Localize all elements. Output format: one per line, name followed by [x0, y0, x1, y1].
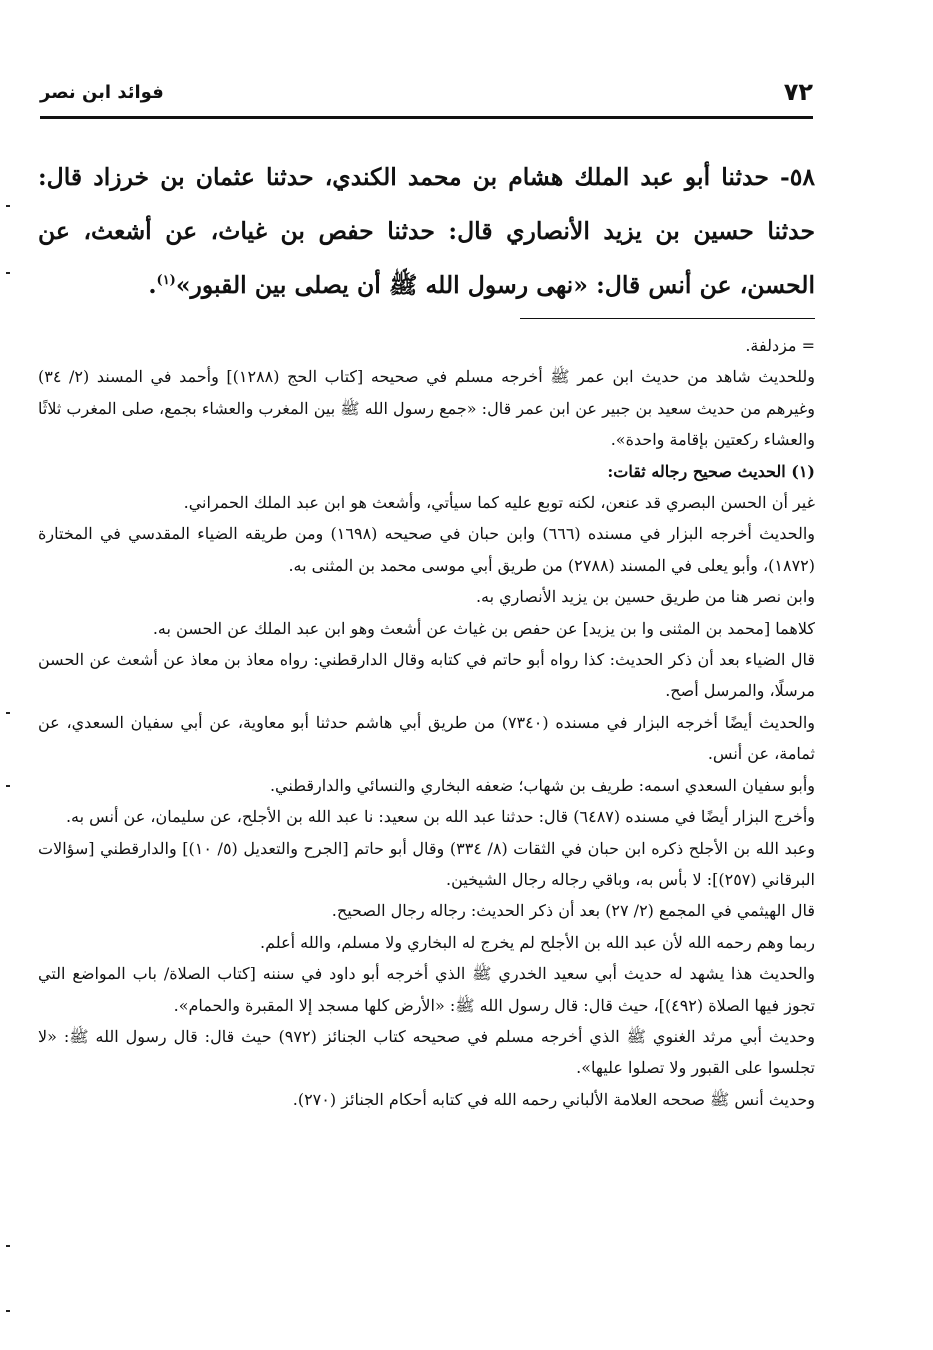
footnote-paragraph: ربما وهم رحمه الله لأن عبد الله بن الأجلح لم يخرج له البخاري ولا مسلم، والله أعلم. [260, 932, 815, 952]
footnote-paragraph: والحديث أيضًا أخرجه البزار في مسنده (٧٣٤٠) من طريق أبي هاشم حدثنا أبو معاوية، عن أبي سفيان السعدي، عن ثمامة، عن أنس. [38, 712, 816, 764]
scan-margin-mark [6, 272, 10, 274]
page-header [40, 72, 813, 112]
footnote-paragraph: والحديث أخرجه البزار في مسنده (٦٦٦) وابن حبان في صحيحه (١٦٩٨) ومن طريقه الضياء المقدسي في المختارة (١٨٧٢)، وأبو يعلى في المسند (٢٧٨٨) من طريق أبي موسى محمد بن المثنى به. [38, 524, 816, 575]
header-rule [40, 116, 813, 119]
scan-margin-mark [6, 712, 10, 714]
footnote-paragraph: وابن نصر هنا من طريق حسين بن يزيد الأنصاري به. [475, 587, 815, 607]
footnote-paragraph: وللحديث شاهد من حديث ابن عمر ﷺ أخرجه مسلم في صحيحه [كتاب الحج (١٢٨٨)] وأحمد في المسند (٢/ ٣٤) وغيرهم من حديث سعيد بن جبير عن ابن عمر قال: «جمع رسول الله ﷺ بين المغرب والعشاء بجمع، صلى المغرب ثلاثًا والعشاء ركعتين بإقامة واحدة». [38, 367, 816, 450]
footnote-paragraph: وأخرج البزار أيضًا في مسنده (٦٤٨٧) قال: حدثنا عبد الله بن سعيد: نا عبد الله بن الأجلح، عن سليمان، عن أنس به. [65, 807, 815, 827]
scan-margin-mark [6, 1310, 10, 1312]
page-number: ٧٢ [783, 78, 813, 106]
footnote-paragraph: قال الهيثمي في المجمع (٢/ ٢٧) بعد أن ذكر الحديث: رجاله رجال الصحيح. [331, 901, 815, 921]
footnote-paragraph: كلاهما [محمد بن المثنى وا بن يزيد] عن حفص بن غياث عن أشعث وهو ابن عبد الملك عن الحسن به. [152, 618, 815, 638]
hadith-paragraph: ٥٨- حدثنا أبو عبد الملك هشام بن محمد الكندي، حدثنا عثمان بن خرزاد قال: حدثنا حسين بن يزيد الأنصاري قال: حدثنا حفص بن غياث، عن أشعث، عن الحسن، عن أنس قال: «نهى رسول الله ﷺ أن يصلى بين القبور»$^{(١)}$. [38, 163, 815, 299]
book-title: فوائد ابن نصر [40, 81, 164, 103]
footnote-heading: (١) الحديث صحيح رجاله ثقات: [607, 461, 815, 481]
footnotes [38, 330, 815, 1115]
scan-margin-mark [6, 205, 10, 207]
footnote-marker: (١) [156, 273, 176, 289]
scan-margin-mark [6, 785, 10, 787]
footnote-paragraph: والحديث هذا يشهد له حديث أبي سعيد الخدري ﷺ الذي أخرجه أبو داود في سننه [كتاب الصلاة/ باب المواضع التي تجوز فيها الصلاة (٤٩٢)]، حيث قال: قال رسول الله ﷺ: «الأرض كلها مسجد إلا المقبرة والحمام». [38, 964, 815, 1015]
footnote-paragraph: وعبد الله بن الأجلح ذكره ابن حبان في الثقات (٨/ ٣٣٤) وقال أبو حاتم [الجرح والتعديل (٥/ ١٠)] والدارقطني [سؤالات البرقاني (٢٥٧)]: لا بأس به، وباقي رجاله رجال الشيخين. [38, 838, 815, 889]
footnote-paragraph: وحديث أبي مرثد الغنوي ﷺ الذي أخرجه مسلم في صحيحه كتاب الجنائز (٩٧٢) حيث قال: قال رسول الله ﷺ: «لا تجلسوا على القبور ولا تصلوا عليها». [38, 1026, 816, 1078]
footnote-paragraph: غير أن الحسن البصري قد عنعن، لكنه توبع عليه كما سيأتي، وأشعث هو ابن عبد الملك الحمراني. [183, 493, 815, 513]
footnote-paragraph: قال الضياء بعد أن ذكر الحديث: كذا رواه أبو حاتم في كتابه وقال الدارقطني: رواه معاذ بن معاذ عن أشعث عن الحسن مرسلًا، والمرسل أصح. [38, 650, 815, 701]
hadith-text: ٥٨- حدثنا أبو عبد الملك هشام بن محمد الكندي، حدثنا عثمان بن خرزاد قال: حدثنا حسين بن يزيد الأنصاري قال: حدثنا حفص بن غياث، عن أشعث، عن الحسن، عن أنس قال: «نهى رسول الله ﷺ أن يصلى بين القبور» [38, 163, 815, 299]
scan-margin-mark [6, 1245, 10, 1247]
footnote-separator [520, 318, 815, 319]
footnote-paragraph: وأبو سفيان السعدي اسمه: طريف بن شهاب؛ ضعفه البخاري والنسائي والدارقطني. [269, 775, 815, 795]
footnote-paragraph: = مزدلفة. [745, 336, 815, 355]
footnote-paragraph: وحديث أنس ﷺ صححه العلامة الألباني رحمه الله في كتابه أحكام الجنائز (٢٧٠). [292, 1089, 815, 1109]
